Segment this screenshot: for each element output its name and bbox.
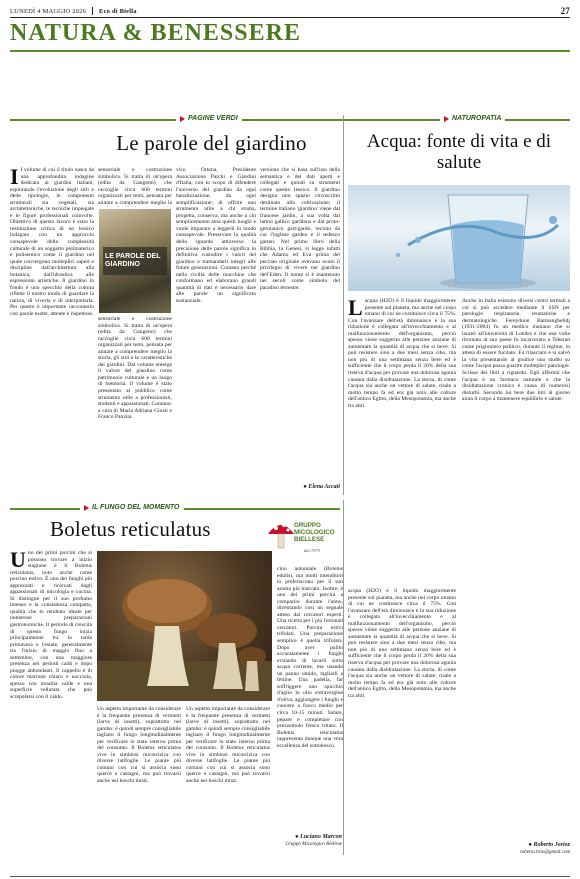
bottom-col-2 xyxy=(97,706,181,850)
left-col-2-cont: sensoriale e costruzione simbolica. Si tratta di un'opera (edita da Gangemi) che raccoglie circa 600 termini organizzati per temi, pensata per aiutare a comprendere meglio la storia, gli stili e le caratteristiche dei giardini. Dal volume emerge il valore del giardino come patrimonio culturale e un luogo di memoria. Il volume è stato presentato al pubblico come strumento utile a professionisti, studenti e appassionati. Contano: a cura di Maria Adriana Giusti e Franco Panzini. xyxy=(98,316,172,421)
left-col-1 xyxy=(10,167,94,492)
bottom-kicker xyxy=(80,504,184,511)
water-splash-illustration xyxy=(348,185,570,291)
bottom-col-2-text: Un aspetto importante da considerare è la frequente presenza di vermetti (larve di insetti), soprattutto nel gambo: è quindi sempre consigliabile tagliare il fungo longitudinalmente per verificare lo stato interno prima del consumo. Il Boletus reticulatus vive in simbiosi micorrizica con diverse latifoglie. Le piante più comuni con cui si associa sono querce e castagni, ma può trovarsi anche nei boschi misti. xyxy=(97,706,181,784)
drop-cap-u: U xyxy=(10,550,26,572)
water-glass-photo xyxy=(348,185,570,291)
right-col-1-cont xyxy=(348,588,456,850)
bottom-byline: ● Luciano Marcon xyxy=(295,834,342,840)
left-col-4 xyxy=(260,167,340,483)
right-col-1 xyxy=(348,298,456,584)
drop-cap: I xyxy=(10,167,19,189)
left-col-3 xyxy=(176,167,256,492)
header-separator xyxy=(92,7,93,15)
right-byline: ● Roberto Jorioz xyxy=(528,842,570,848)
triangle-icon xyxy=(180,116,185,122)
bottom-col-2b xyxy=(186,706,270,850)
left-col-4-text: versione che si basa sull'uso della semantica e dei dati aperti e collegati e quindi su strumenti come questo lessico. Il giardino designa uno spazio circoscritto destinato alla coltivazione; il termine italiano 'giardino' viene dal francese jardin, a sua volta dal latino gallico gardinus e dal proto-germanico gart/gardo, recinto da cui l'inglese garden e il tedesco garten. Nel primo libro della Bibbia, la Genesi, si legge infatti che Adamo ed Eva prima del peccato originale avevano avuto il privilegio di vivere nel giardino dell'Eden. Il nome si è mantenuto nei secoli come simbolo del paradiso terrestre. xyxy=(260,167,340,291)
page-number: 27 xyxy=(560,6,570,16)
logo-year: dal 1979 xyxy=(304,548,320,553)
left-kicker-label: PAGINE VERDI xyxy=(188,115,238,122)
bottom-col-1 xyxy=(10,550,92,850)
porcini-illustration xyxy=(97,551,272,701)
left-kicker xyxy=(176,115,242,122)
bottom-byline-name: Luciano Marcon xyxy=(300,834,342,840)
right-col-2 xyxy=(462,298,570,840)
column-divider xyxy=(343,115,344,495)
left-byline-name: Elena Accati xyxy=(308,484,340,490)
book-cover-title: LE PAROLE DEL GIARDINO xyxy=(105,253,161,268)
micologico-logo xyxy=(264,512,342,562)
book-cover-photo xyxy=(99,209,171,313)
right-col-2-text: Anche in Italia esistono diversi centri termali a cui si può accedere mediante il SSN per patologie respiratorie, reumatiche e dermatologiche. Fereydoon Batmanghelidj (1931-2004) fu un medico iraniano che si laureò all'università di Londra e che una volta ritornato al suo paese fu incarcerato a Teheran come prigioniero politico, durante il regime, in attesa di essere fucilato. Fu rilasciato e si salvò la vita presentando al giudice uno studio su come l'acqua possa guarire molteplici patologie. Scrisse dei libri a riguardo. Egli affermò che l'acqua è un farmaco naturale e che la disidratazione cronica è causa di numerosi disturbi. Secondo lui bere due litri al giorno aiuta il corpo a mantenere equilibrio e salute. xyxy=(462,298,570,403)
triangle-icon xyxy=(84,505,89,511)
bottom-col-3-text: cino autunnale (Boletus edulis), ma molti intenditori lo preferiscono per il suo aroma più marcato. Inoltre, è uno dei primi porcini a comparire durante l'anno, diventando così un segnale atteso dai cercatori esperti. Una ricetta per i più fortunati cercatori. Porcini estivi trifolati. Una preparazione semplice è quella trifolata. Dopo aver pulito accuratamente i funghi evitando di lavarli sotto acqua corrente, ma usando un panno umido, tagliarli a fettine. Una padella, far soffriggere uno spicchio d'aglio in olio extravergine d'oliva, aggiungere i funghi e cuocere a fuoco medio per circa 10-15 minuti. Salare, pepare e completare con prezzemolo fresco tritato. Il Boletus reticulatus rappresenta dunque una vera eccellenza del sottobosco. xyxy=(277,566,343,749)
page-header xyxy=(10,6,570,16)
left-col-2-text: sensoriale e costruzione simbolica. Si tratta di un'opera (edita da Gangemi) che raccoglie circa 600 termini organizzati per temi, pensata per aiutare a comprendere meglio la xyxy=(98,167,172,206)
porcini-photo xyxy=(97,551,272,701)
bottom-col-3 xyxy=(277,566,343,834)
header-rule xyxy=(10,17,570,18)
right-col-1-text: acqua (H2O) è il liquido maggiormente presente sul pianeta, ma anche nel corpo umano di cui ne costituisce circa il 75%. Con l'avanzare dell'età diminuisce e la sua riduzione è collegata all'invecchiamento e al malfunzionamento dell'organismo, perciò spesso viene suggerito alle persone anziane di aumentare la quantità di acqua che si beve. Si può resistere sino a due mesi senza cibo, ma non più di una settimana senza bere ed è sufficiente che il corpo perda il 20% della sua riserva d'acqua per provare una dolorosa agonia causata dalla disidratazione. La storia, di come l'acqua sia anche un vettore di salute, risale a molto tempo fa ed era già noto alle culture dell'antico Egitto, della Mesopotamia, ma anche tra altri. xyxy=(348,298,456,409)
left-col-2-bottom xyxy=(98,316,172,492)
section-title: NATURA & BENESSERE xyxy=(10,20,301,46)
page-bottom-rule xyxy=(10,876,570,877)
triangle-icon xyxy=(444,116,449,122)
section-rule xyxy=(10,50,570,52)
bottom-kicker-label: IL FUNGO DEL MOMENTO xyxy=(92,504,180,511)
left-col-2-top xyxy=(98,167,172,207)
column-divider-bottom xyxy=(343,500,344,855)
header-date: LUNEDÌ 4 MAGGIO 2026 xyxy=(10,7,87,15)
right-title: Acqua: fonte di vita e di salute xyxy=(366,131,552,173)
bottom-affiliation: Gruppo Micologico Biellese xyxy=(285,842,342,847)
left-title: Le parole del giardino xyxy=(116,131,307,155)
right-kicker-label: NATUROPATIA xyxy=(452,115,502,122)
left-col-3-text: vico Ortona, Presidente Associazione Parchi e Giardini d'Italia, con lo scopo di difendere l'universo del giardino da ogni banalizzazione, da ogni semplificazione; di offrire uno strumento utile a chi studia, progetta, conserva, ma anche a chi semplicemente ama questi luoghi e vuole imparare a leggerli in modo consapevole. Preservare la qualità dello sguardo attraverso la precisione delle parole significa in definitiva custodire i valori del giardino e tramandarli integri alle future generazioni. Contano perché nella civiltà delle macchine che conformano ed elaborano grandi quantità di dati è necessario dare alle parole un significato sostanziale. xyxy=(176,167,256,304)
right-byline-name: Roberto Jorioz xyxy=(533,842,570,848)
drop-cap-l: L xyxy=(348,298,363,320)
header-paper: Eco di Biella xyxy=(99,7,137,15)
bottom-col-1-text: no dei primi porcini che si possono trovare a inizio stagione è il Boletus reticulatus, noto anche come porcino estivo. È uno dei funghi più apprezzati e ricercati dagli appassionati di micologia e cucina. Si distingue per il suo profumo intenso e la consistenza compatta, qualità che lo rendono ideale per numerose preparazioni gastronomiche. Il periodo di crescita di questo fungo inizia principalmente tra la tarda primavera e l'estate, generalmente tra l'inizio di maggio fino a settembre, con una maggiore presenza nei periodi caldi e dopo piogge abbondanti. Il cappello è di colore marrone chiaro o nocciola, spesso con tonalità calde e una superficie vellutata che può screpolarsi con il caldo. xyxy=(10,550,92,701)
left-byline: ● Elena Accati xyxy=(303,484,340,490)
bottom-col-2b-text: Un aspetto importante da considerare è la frequente presenza di vermetti (larve di insetti), soprattutto nel gambo: è quindi sempre consigliabile tagliare il fungo longitudinalmente per verificare lo stato interno prima del consumo. Il Boletus reticulatus vive in simbiosi micorrizica con diverse latifoglie. Le piante più comuni con cui si associa sono querce e castagni, ma può trovarsi anche nei boschi misti. xyxy=(186,706,270,784)
right-kicker xyxy=(440,115,505,122)
right-email: roberto.brio@gmail.com xyxy=(520,850,570,855)
mushroom-logo-icon xyxy=(264,516,298,552)
right-col-1-cont-text: acqua (H2O) è il liquido maggiormente presente sul pianeta, ma anche nel corpo umano di cui ne costituisce circa il 75%. Con l'avanzare dell'età diminuisce e la sua riduzione è collegata all'invecchiamento e al malfunzionamento dell'organismo, perciò spesso viene suggerito alle persone anziane di aumentare la quantità di acqua che si beve. Si può resistere sino a due mesi senza cibo, ma non più di una settimana senza bere ed è sufficiente che il corpo perda il 20% della sua riserva d'acqua per provare una dolorosa agonia causata dalla disidratazione. La storia, di come l'acqua sia anche un vettore di salute, risale a molto tempo fa ed era già noto alle culture dell'antico Egitto, della Mesopotamia, ma anche tra altri. xyxy=(348,588,456,699)
bottom-title: Boletus reticulatus xyxy=(50,517,211,541)
logo-text: GRUPPO MICOLOGICO BIELLESE xyxy=(294,522,335,543)
left-col-1-text: I volume di cui il titolo nasce da una approfondita indagine dedicata ai giardini italiani, esplorando l'evoluzione degli stili e delle tipologie, le componenti strutturali sia vegetali, sia architettoniche, le tecniche impiegate e le figure professionali coinvolte. Obiettivo di questo lavoro è stato la restituzione critica di un lessico indagato con un approccio consapevole della complessità culturale di un soggetto polimaterico e polisemico come il giardino nel quale convergono molteplici saperi e discipline dall'architettura alla botanica, dall'idraulica alle espressioni artistiche. Il giardino in fondo è uno specchio della cultura riflette il nostro modo di guardare la natura, di viverla e di interpretarla. Per questo è importante raccontarlo con parole esatte, attente e rispettose. xyxy=(10,167,94,318)
